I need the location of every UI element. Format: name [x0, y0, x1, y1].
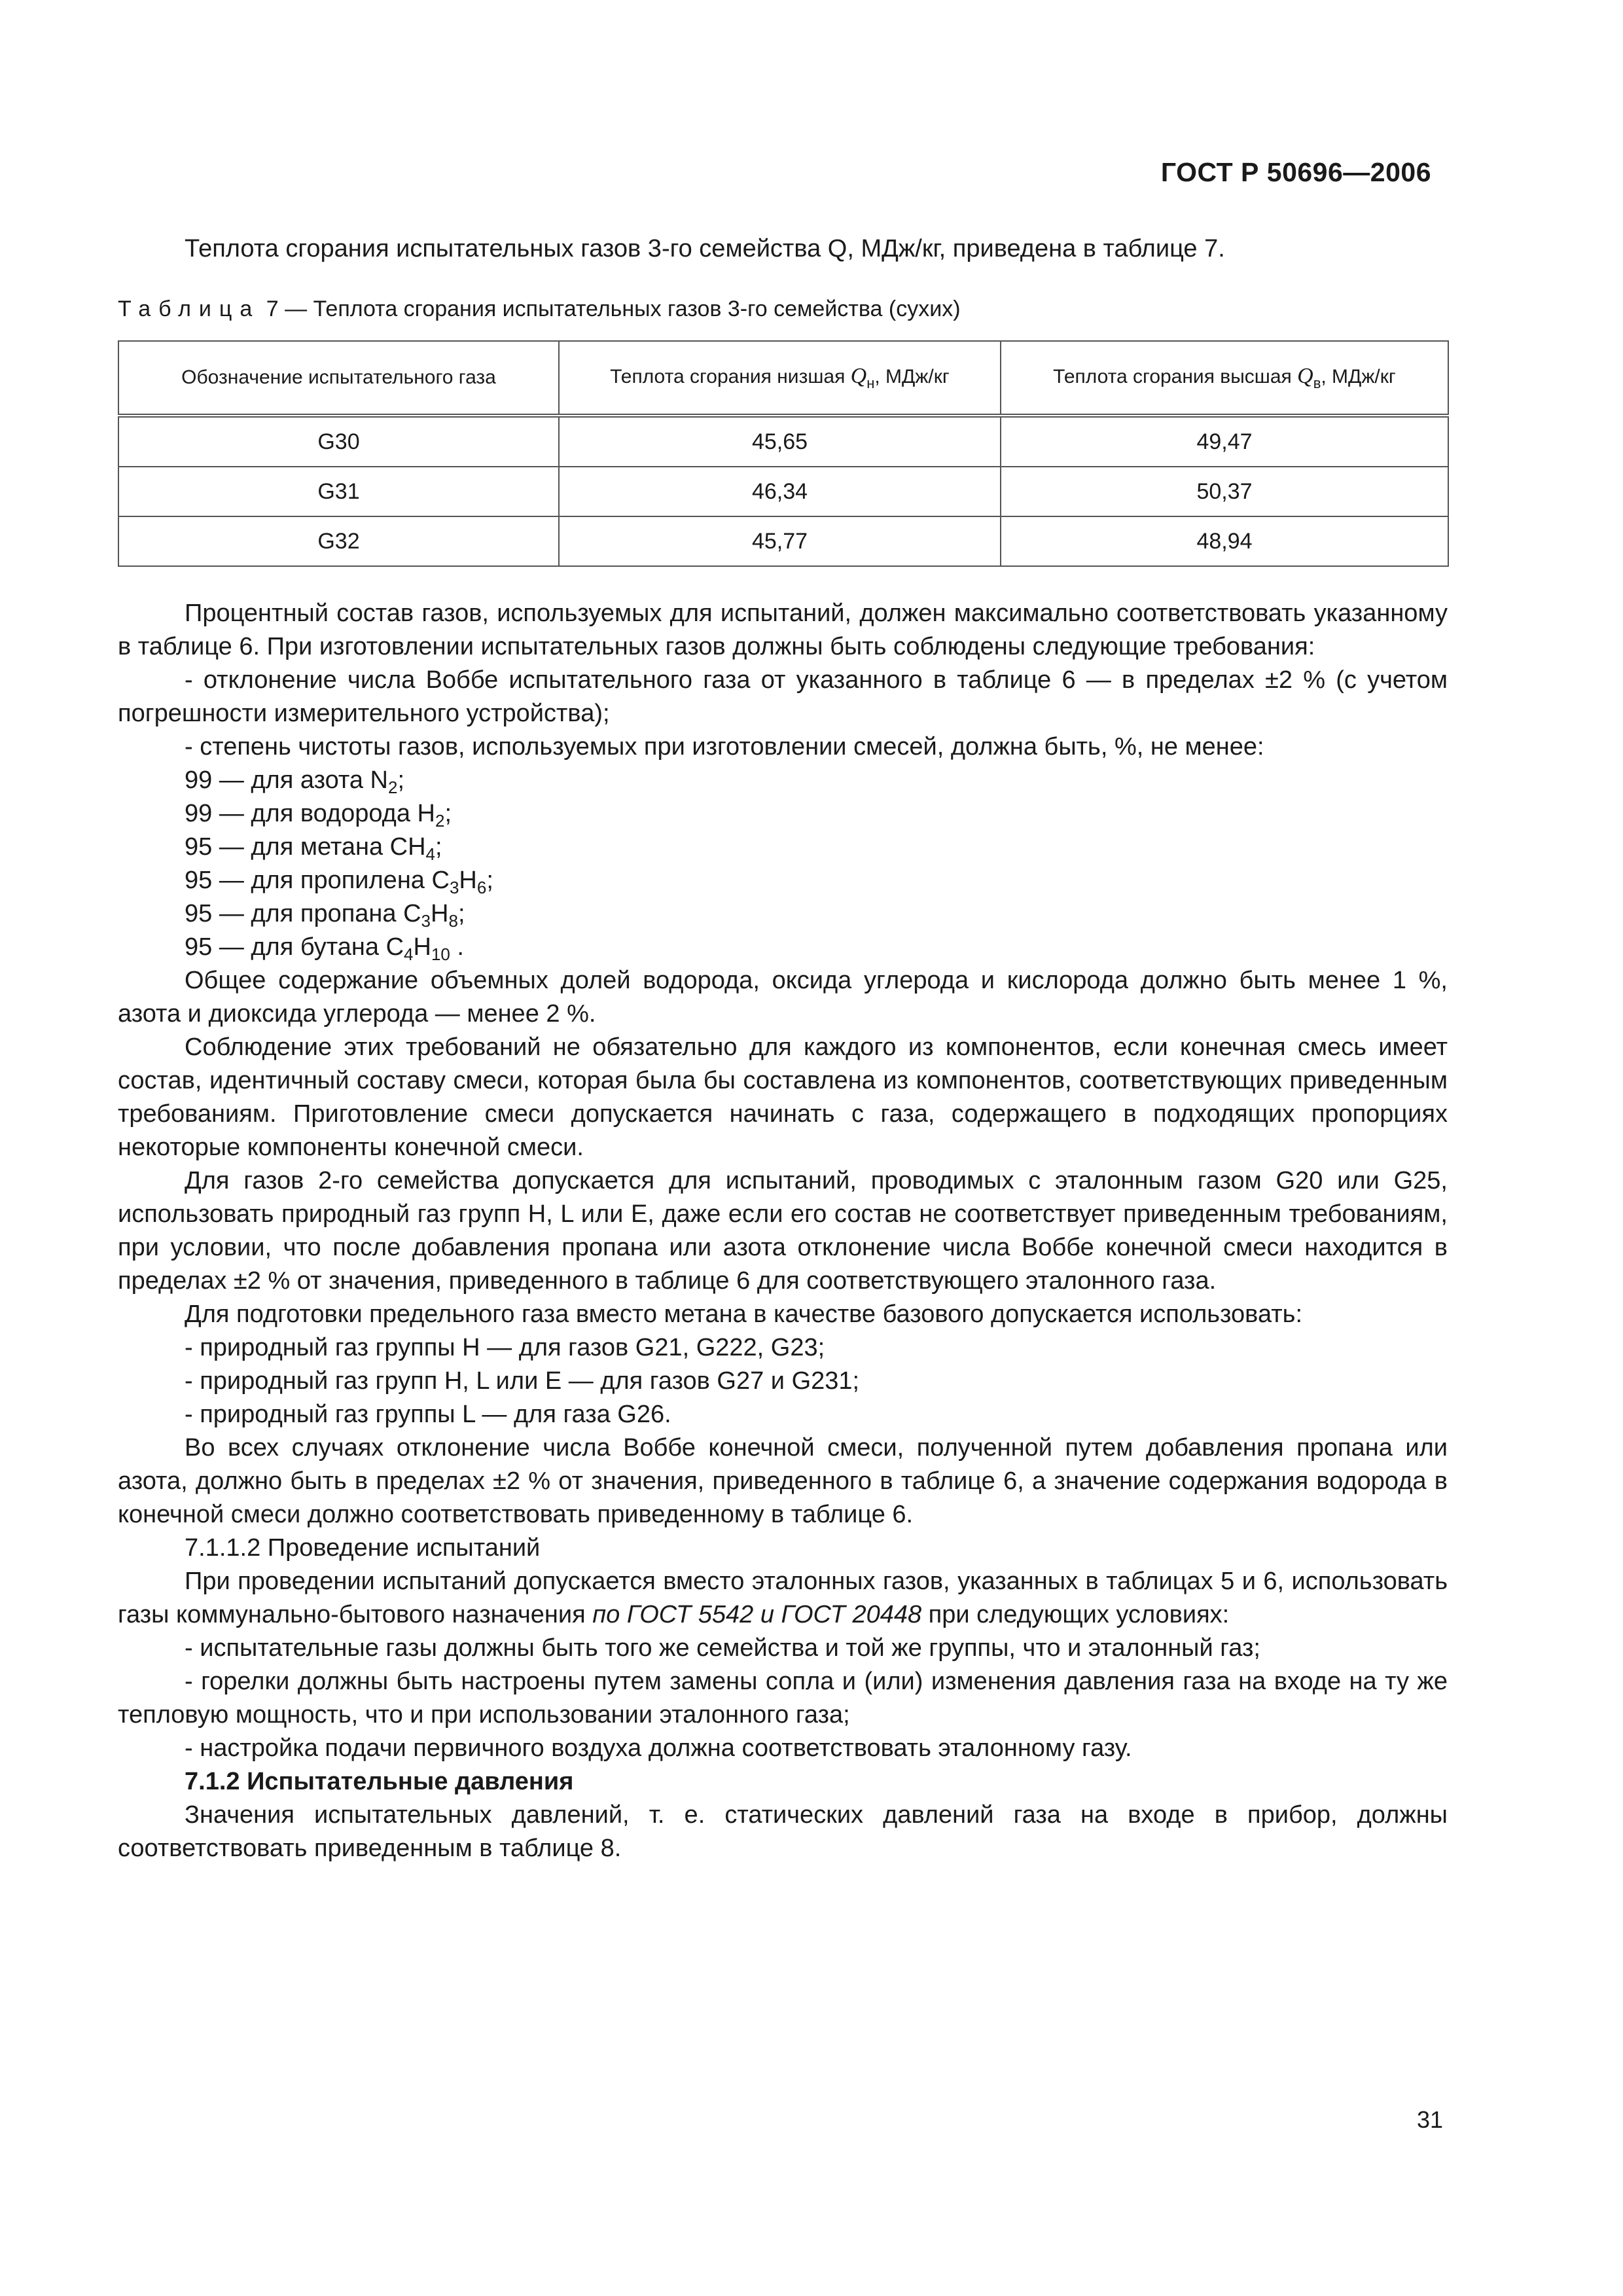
purity-end: . [450, 933, 464, 961]
table-caption-label: Таблица [118, 296, 260, 321]
purity-sub: 8 [448, 911, 458, 931]
q-high-letter: Q [1297, 363, 1313, 388]
purity-mid: H [459, 867, 477, 894]
table-header-row [118, 341, 1448, 416]
purity-text: 95 — для метана CH [185, 833, 426, 861]
paragraph-test-pressures: Значения испытательных давлений, т. е. статических давлений газа на входе в прибор, должны соответствовать приведенным в таблице 8. [118, 1801, 1448, 1862]
table-row [118, 467, 1448, 516]
purity-item-butane [118, 931, 1448, 964]
paragraph-wobbe-deviation: - отклонение числа Воббе испытательного газа от указанного в таблице 6 — в пределах ±2 % (с учетом погрешности измерительного устройства); [118, 666, 1448, 727]
cell-high: 49,47 [1001, 416, 1448, 467]
cell-low: 45,65 [559, 416, 1001, 467]
paragraph-all-cases: Во всех случаях отклонение числа Воббе конечной смеси, полученной путем добавления пропана или азота, должно быть в пределах ±2 % от значения, приведенного в таблице 6, а значение содержания водорода в конечной смеси должно соответствовать приведенному в таблице 6. [118, 1434, 1448, 1528]
heat-of-combustion-table [118, 340, 1449, 567]
purity-mid: H [413, 933, 431, 961]
list-item-group-h: - природный газ группы H — для газов G21, G222, G23; [185, 1334, 825, 1361]
purity-text: 95 — для бутана C [185, 933, 404, 961]
purity-sub: 2 [387, 778, 398, 797]
header-low-unit: , МДж/кг [874, 365, 950, 387]
purity-sub: 2 [435, 811, 445, 831]
cell-gas: G31 [118, 467, 559, 516]
purity-item-hydrogen [118, 797, 1448, 831]
paragraph-purity: - степень чистоты газов, используемых при изготовлении смесей, должна быть, %, не менее: [185, 733, 1264, 761]
purity-text: 95 — для пропана C [185, 900, 421, 927]
table-row [118, 416, 1448, 467]
cell-low: 46,34 [559, 467, 1001, 516]
list-item-same-family: - испытательные газы должны быть того же семейства и той же группы, что и эталонный газ; [185, 1634, 1260, 1662]
purity-sub: 6 [476, 878, 487, 897]
purity-sub: 4 [425, 844, 436, 864]
cell-high: 48,94 [1001, 516, 1448, 566]
table-caption [118, 295, 1427, 323]
body-text [118, 597, 1448, 1865]
purity-item-nitrogen [118, 764, 1448, 797]
paragraph-composition: Процентный состав газов, используемых для испытаний, должен максимально соответствовать указанному в таблице 6. При изготовлении испытательных газов должны быть соблюдены следующие требования: [118, 600, 1448, 660]
purity-item-methane [118, 831, 1448, 864]
header-low-symbol [850, 363, 875, 391]
purity-text: 99 — для водорода H [185, 800, 435, 827]
purity-text: 95 — для пропилена C [185, 867, 450, 894]
list-item-group-hle: - природный газ групп H, L или E — для газов G27 и G231; [185, 1367, 860, 1395]
purity-end: ; [444, 800, 452, 827]
testing-text-c: при следующих условиях: [921, 1601, 1230, 1628]
list-item-burners: - горелки должны быть настроены путем замены сопла и (или) изменения давления газа на входе на ту же тепловую мощность, что и при использовании эталонного газа; [118, 1668, 1448, 1729]
cell-gas: G30 [118, 416, 559, 467]
purity-sub: 10 [431, 944, 450, 964]
paragraph-testing [118, 1565, 1448, 1632]
header-high-prefix: Теплота сгорания высшая [1053, 365, 1292, 387]
purity-sub: 4 [404, 944, 414, 964]
purity-item-propane [118, 897, 1448, 931]
paragraph-compliance: Соблюдение этих требований не обязательно для каждого из компонентов, если конечная смесь имеет состав, идентичный составу смеси, которая была бы составлена из компонентов, соответствующих приведенным требованиям. Приготовление смеси допускается начинать с газа, содержащего в подходящих пропорциях некоторые компоненты конечной смеси. [118, 1033, 1448, 1161]
q-low-sub: н [866, 374, 875, 391]
cell-high: 50,37 [1001, 467, 1448, 516]
purity-text: 99 — для азота N [185, 766, 388, 794]
purity-end: ; [435, 833, 442, 861]
paragraph-limit-gas: Для подготовки предельного газа вместо метана в качестве базового допускается использовать: [185, 1300, 1302, 1328]
section-heading-7-1-1-2: 7.1.1.2 Проведение испытаний [185, 1534, 541, 1562]
purity-end: ; [397, 766, 405, 794]
header-high-symbol [1297, 363, 1321, 391]
section-heading-7-1-2: 7.1.2 Испытательные давления [185, 1768, 574, 1795]
document-code: ГОСТ Р 50696—2006 [1160, 157, 1431, 187]
purity-sub: 3 [449, 878, 459, 897]
header-low-prefix: Теплота сгорания низшая [610, 365, 846, 387]
table-row [118, 516, 1448, 566]
list-item-group-l: - природный газ группы L — для газа G26. [185, 1401, 671, 1428]
header-designation: Обозначение испытательного газа [118, 341, 559, 416]
paragraph-second-family: Для газов 2-го семейства допускается для испытаний, проводимых с эталонным газом G20 или G25, использовать природный газ групп H, L или E, даже если его состав не соответствует приведенным требованиям, при условии, что после добавления пропана или азота отклонение числа Воббе конечной смеси находится в пределах ±2 % от значения, приведенного в таблице 6 для соответствующего эталонного газа. [118, 1167, 1448, 1295]
header-low-heat [559, 341, 1001, 416]
standard-reference: по ГОСТ 5542 и ГОСТ 20448 [592, 1601, 922, 1628]
q-low-letter: Q [850, 363, 867, 388]
q-high-sub: в [1313, 374, 1321, 391]
cell-low: 45,77 [559, 516, 1001, 566]
cell-gas: G32 [118, 516, 559, 566]
header-high-heat [1001, 341, 1448, 416]
purity-mid: H [431, 900, 449, 927]
table-caption-text: 7 — Теплота сгорания испытательных газов 3-го семейства (сухих) [260, 296, 961, 321]
intro-paragraph: Теплота сгорания испытательных газов 3-го семейства Q, МДж/кг, приведена в таблице 7. [185, 235, 1225, 262]
header-high-unit: , МДж/кг [1321, 365, 1396, 387]
paragraph-total-content: Общее содержание объемных долей водорода, оксида углерода и кислорода должно быть менее 1 %, азота и диоксида углерода — менее 2 %. [118, 967, 1448, 1028]
purity-sub: 3 [421, 911, 431, 931]
testing-text-a: При проведении испытаний допускается вместо эталонных газов, указанных в таблицах 5 и 6, использовать газы коммунально-бытового назначения [118, 1568, 1448, 1628]
list-item-primary-air: - настройка подачи первичного воздуха должна соответствовать эталонному газу. [185, 1734, 1132, 1762]
purity-end: ; [457, 900, 465, 927]
purity-end: ; [486, 867, 493, 894]
page-number: 31 [1416, 2106, 1443, 2133]
purity-item-propylene [118, 864, 1448, 897]
